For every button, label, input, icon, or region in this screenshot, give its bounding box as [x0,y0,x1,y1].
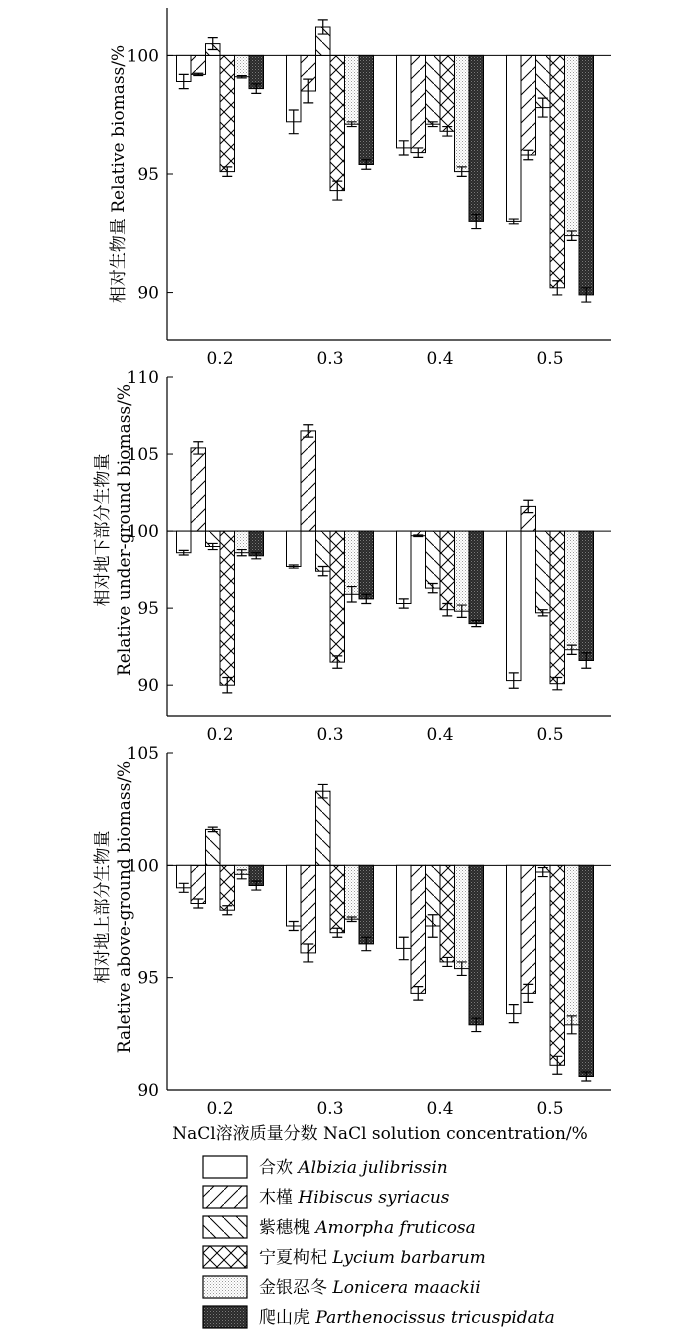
bar [359,55,374,164]
y-tick-label: 100 [126,856,159,877]
bar [579,55,594,295]
bar [565,55,580,235]
y-tick-label: 95 [137,599,159,620]
bar [579,531,594,660]
y-tick-label: 95 [137,968,159,989]
bar [469,531,484,624]
bar [359,865,374,944]
x-tick-label: 0.4 [426,725,454,745]
legend-swatch [203,1216,247,1238]
y-tick-label: 95 [137,165,159,185]
bar [330,531,345,662]
bar [521,865,536,993]
bar [397,865,412,948]
x-tick-label: 0.4 [426,349,454,369]
bar [536,531,551,613]
legend-swatch [203,1306,247,1328]
x-tick-label: 0.4 [426,1099,454,1119]
bar [316,531,331,571]
bar [440,55,455,131]
bar [330,55,345,190]
y-tick-label: 100 [126,522,159,543]
y-axis-title: 相对地上部分生物量 Raletive above-ground biomass/% [93,760,135,1054]
bar [397,531,412,603]
bar [345,865,360,919]
x-tick-label: 0.5 [536,349,564,369]
y-tick-label: 105 [126,445,159,466]
bar [455,55,470,171]
bar [287,531,302,566]
bar [397,55,412,147]
bar [565,531,580,650]
legend-label: 宁夏枸杞 Lycium barbarum [259,1248,486,1268]
bar [507,55,522,221]
bar [191,865,206,903]
y-tick-label: 105 [126,744,159,764]
legend-swatch [203,1276,247,1298]
bar [440,531,455,610]
bar [235,55,250,76]
x-axis-title: NaCl溶液质量分数 NaCl solution concentration/% [172,1124,588,1144]
bar [411,55,426,152]
bar [455,865,470,968]
x-tick-label: 0.5 [536,1099,564,1119]
legend-swatch [203,1156,247,1178]
y-axis-title: 相对地下部分生物量 Relative under-ground biomass/% [93,383,135,677]
legend-label: 合欢 Albizia julibrissin [259,1158,448,1178]
bar [550,55,565,287]
bar [191,448,206,531]
legend-swatch [203,1246,247,1268]
bar [206,829,221,865]
bar [301,865,316,953]
x-tick-label: 0.5 [536,725,564,745]
bar [359,531,374,599]
x-tick-label: 0.2 [206,725,234,745]
y-tick-label: 90 [137,283,159,304]
bar [411,865,426,993]
bar [220,865,235,910]
bar [330,865,345,932]
y-axis-title: 相对生物量 Relative biomass/% [109,44,129,304]
bar [287,865,302,926]
panel-relative-biomass [109,8,611,369]
y-tick-label: 100 [126,46,159,67]
bar [455,531,470,611]
x-tick-label: 0.2 [206,1099,234,1119]
y-tick-label: 110 [126,368,159,388]
bar [565,865,580,1025]
bar [469,55,484,221]
bar [191,55,206,74]
bar [220,531,235,685]
panel-under-ground-biomass [93,368,611,745]
bar [507,531,522,681]
legend-label: 爬山虎 Parthenocissus tricuspidata [259,1308,555,1328]
y-tick-label: 90 [137,676,159,697]
legend-label: 金银忍冬 Lonicera maackii [259,1278,481,1298]
legend-label: 木槿 Hibiscus syriacus [259,1188,450,1208]
legend-label: 紫穗槐 Amorpha fruticosa [259,1218,476,1238]
legend [203,1156,555,1328]
legend-swatch [203,1186,247,1208]
bar [426,531,441,588]
bar [469,865,484,1025]
bar [579,865,594,1076]
bar [345,531,360,594]
bar [550,531,565,684]
bar [301,431,316,531]
bar [507,865,522,1013]
bar [550,865,565,1065]
bar [426,55,441,124]
bar [521,55,536,155]
y-tick-label: 90 [137,1081,159,1101]
x-tick-label: 0.3 [316,349,344,369]
bar [345,55,360,124]
bar [220,55,235,171]
bar [316,791,331,865]
x-tick-label: 0.3 [316,725,344,745]
bar [177,531,192,553]
x-tick-label: 0.2 [206,349,234,369]
bar [440,865,455,962]
panel-above-ground-biomass [93,744,611,1119]
x-tick-label: 0.3 [316,1099,344,1119]
